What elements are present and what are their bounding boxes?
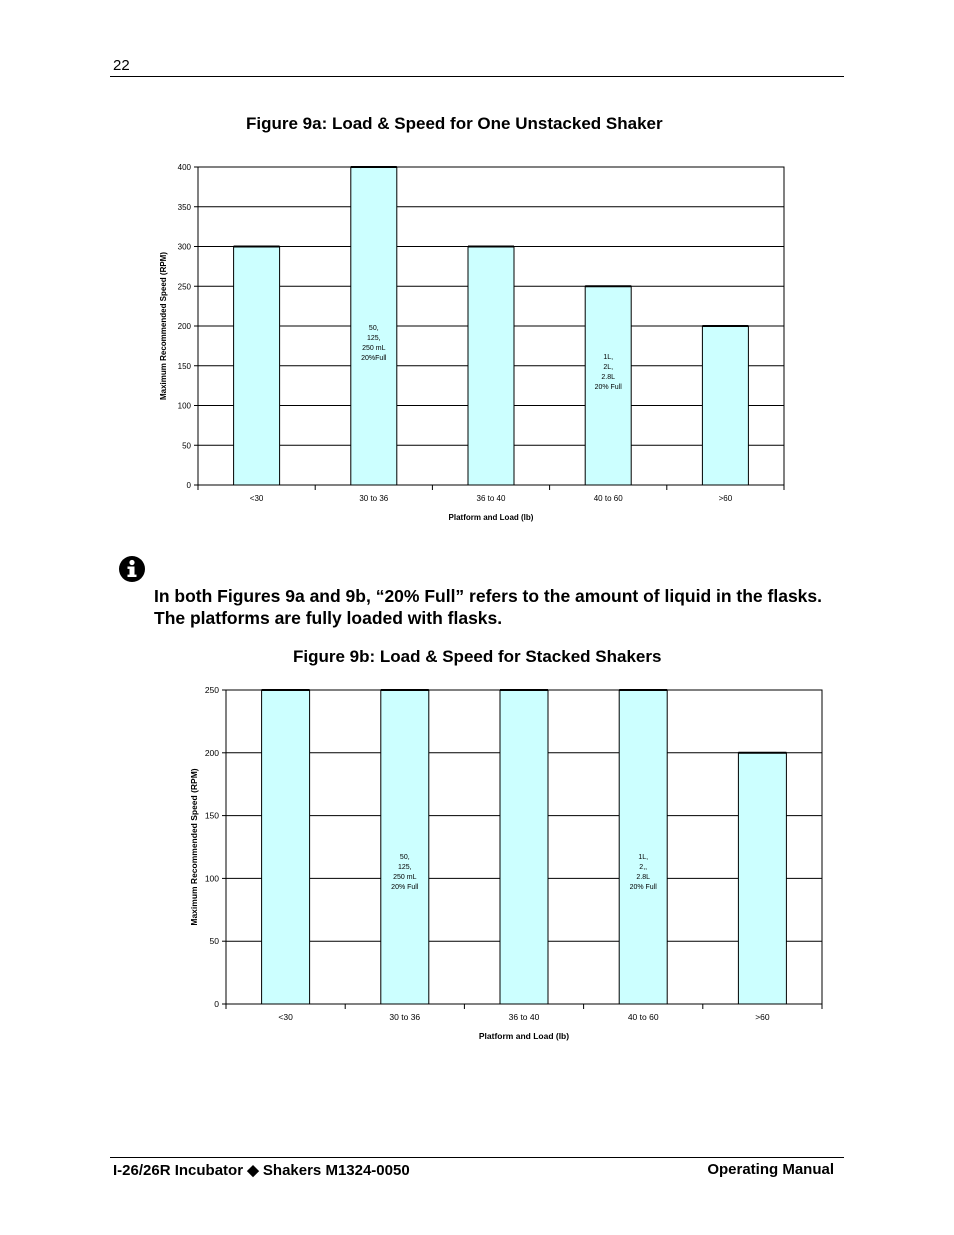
figure-9a-title: Figure 9a: Load & Speed for One Unstacked Shaker (246, 114, 663, 133)
x-axis-title: Platform and Load (lb) (478, 1031, 570, 1041)
bar-annotation: 125, (397, 864, 412, 871)
x-tick-label: >60 (755, 1012, 770, 1022)
page-number: 22 (113, 57, 130, 74)
x-tick-label: 30 to 36 (389, 1012, 421, 1022)
y-tick-label: 150 (177, 361, 191, 371)
y-tick-label: 400 (177, 163, 191, 172)
bar-annotation: 50, (368, 325, 379, 332)
y-axis-title: Maximum Recommended Speed (RPM) (189, 768, 199, 926)
bar-annotation: 1L, (638, 854, 649, 861)
y-tick-label: 200 (177, 322, 191, 331)
figure-9b-title: Figure 9b: Load & Speed for Stacked Shakers (293, 647, 662, 666)
bar-annotation: 20% Full (594, 384, 622, 391)
y-tick-label: 200 (204, 747, 219, 758)
bar (262, 690, 310, 1004)
bar (619, 690, 667, 1004)
bar-annotation: 125, (366, 335, 381, 342)
bar-annotation: 2.8L (636, 874, 651, 881)
y-tick-label: 250 (204, 685, 219, 695)
x-tick-label: <30 (278, 1012, 293, 1022)
y-tick-label: 150 (204, 810, 219, 821)
bar-annotation: 20%Full (361, 355, 387, 362)
y-tick-label: 350 (177, 202, 191, 212)
bar-annotation: 20% Full (629, 884, 657, 891)
x-tick-label: 36 to 40 (476, 494, 506, 503)
footer-manual-label: Operating Manual (707, 1161, 834, 1178)
bar-annotation: 20% Full (391, 884, 419, 891)
bar-annotation: 2L, (603, 364, 614, 371)
bar (381, 690, 429, 1004)
x-tick-label: <30 (249, 494, 264, 503)
y-tick-label: 50 (182, 441, 191, 451)
bar-annotation: 50, (399, 854, 410, 861)
y-tick-label: 100 (204, 873, 219, 884)
footer-rule (110, 1157, 844, 1158)
y-tick-label: 0 (186, 481, 191, 490)
bar (738, 753, 786, 1004)
x-axis-title: Platform and Load (lb) (448, 513, 534, 522)
bar-annotation: 250 mL (393, 874, 417, 881)
x-tick-label: 40 to 60 (627, 1012, 659, 1022)
bar-annotation: 250 mL (362, 345, 386, 352)
y-axis-title: Maximum Recommended Speed (RPM) (159, 251, 168, 401)
y-tick-label: 300 (177, 242, 191, 252)
x-tick-label: >60 (718, 494, 733, 503)
footer-document-title: I-26/26R Incubator ◆ Shakers M1324-0050 (113, 1162, 410, 1179)
bar-annotation: 2.8L (601, 374, 616, 381)
y-tick-label: 100 (177, 401, 191, 411)
note-text: In both Figures 9a and 9b, “20% Full” refers to the amount of liquid in the flasks. The platforms are fully loaded with flasks. (154, 586, 822, 628)
x-tick-label: 30 to 36 (359, 494, 389, 503)
x-tick-label: 40 to 60 (593, 494, 623, 503)
bar-annotation: 1L, (603, 354, 614, 361)
bar-annotation: 2,, (639, 864, 648, 871)
y-tick-label: 50 (209, 936, 219, 947)
bar (500, 690, 548, 1004)
x-tick-label: 36 to 40 (508, 1012, 540, 1022)
y-tick-label: 0 (214, 999, 219, 1009)
y-tick-label: 250 (177, 282, 191, 292)
